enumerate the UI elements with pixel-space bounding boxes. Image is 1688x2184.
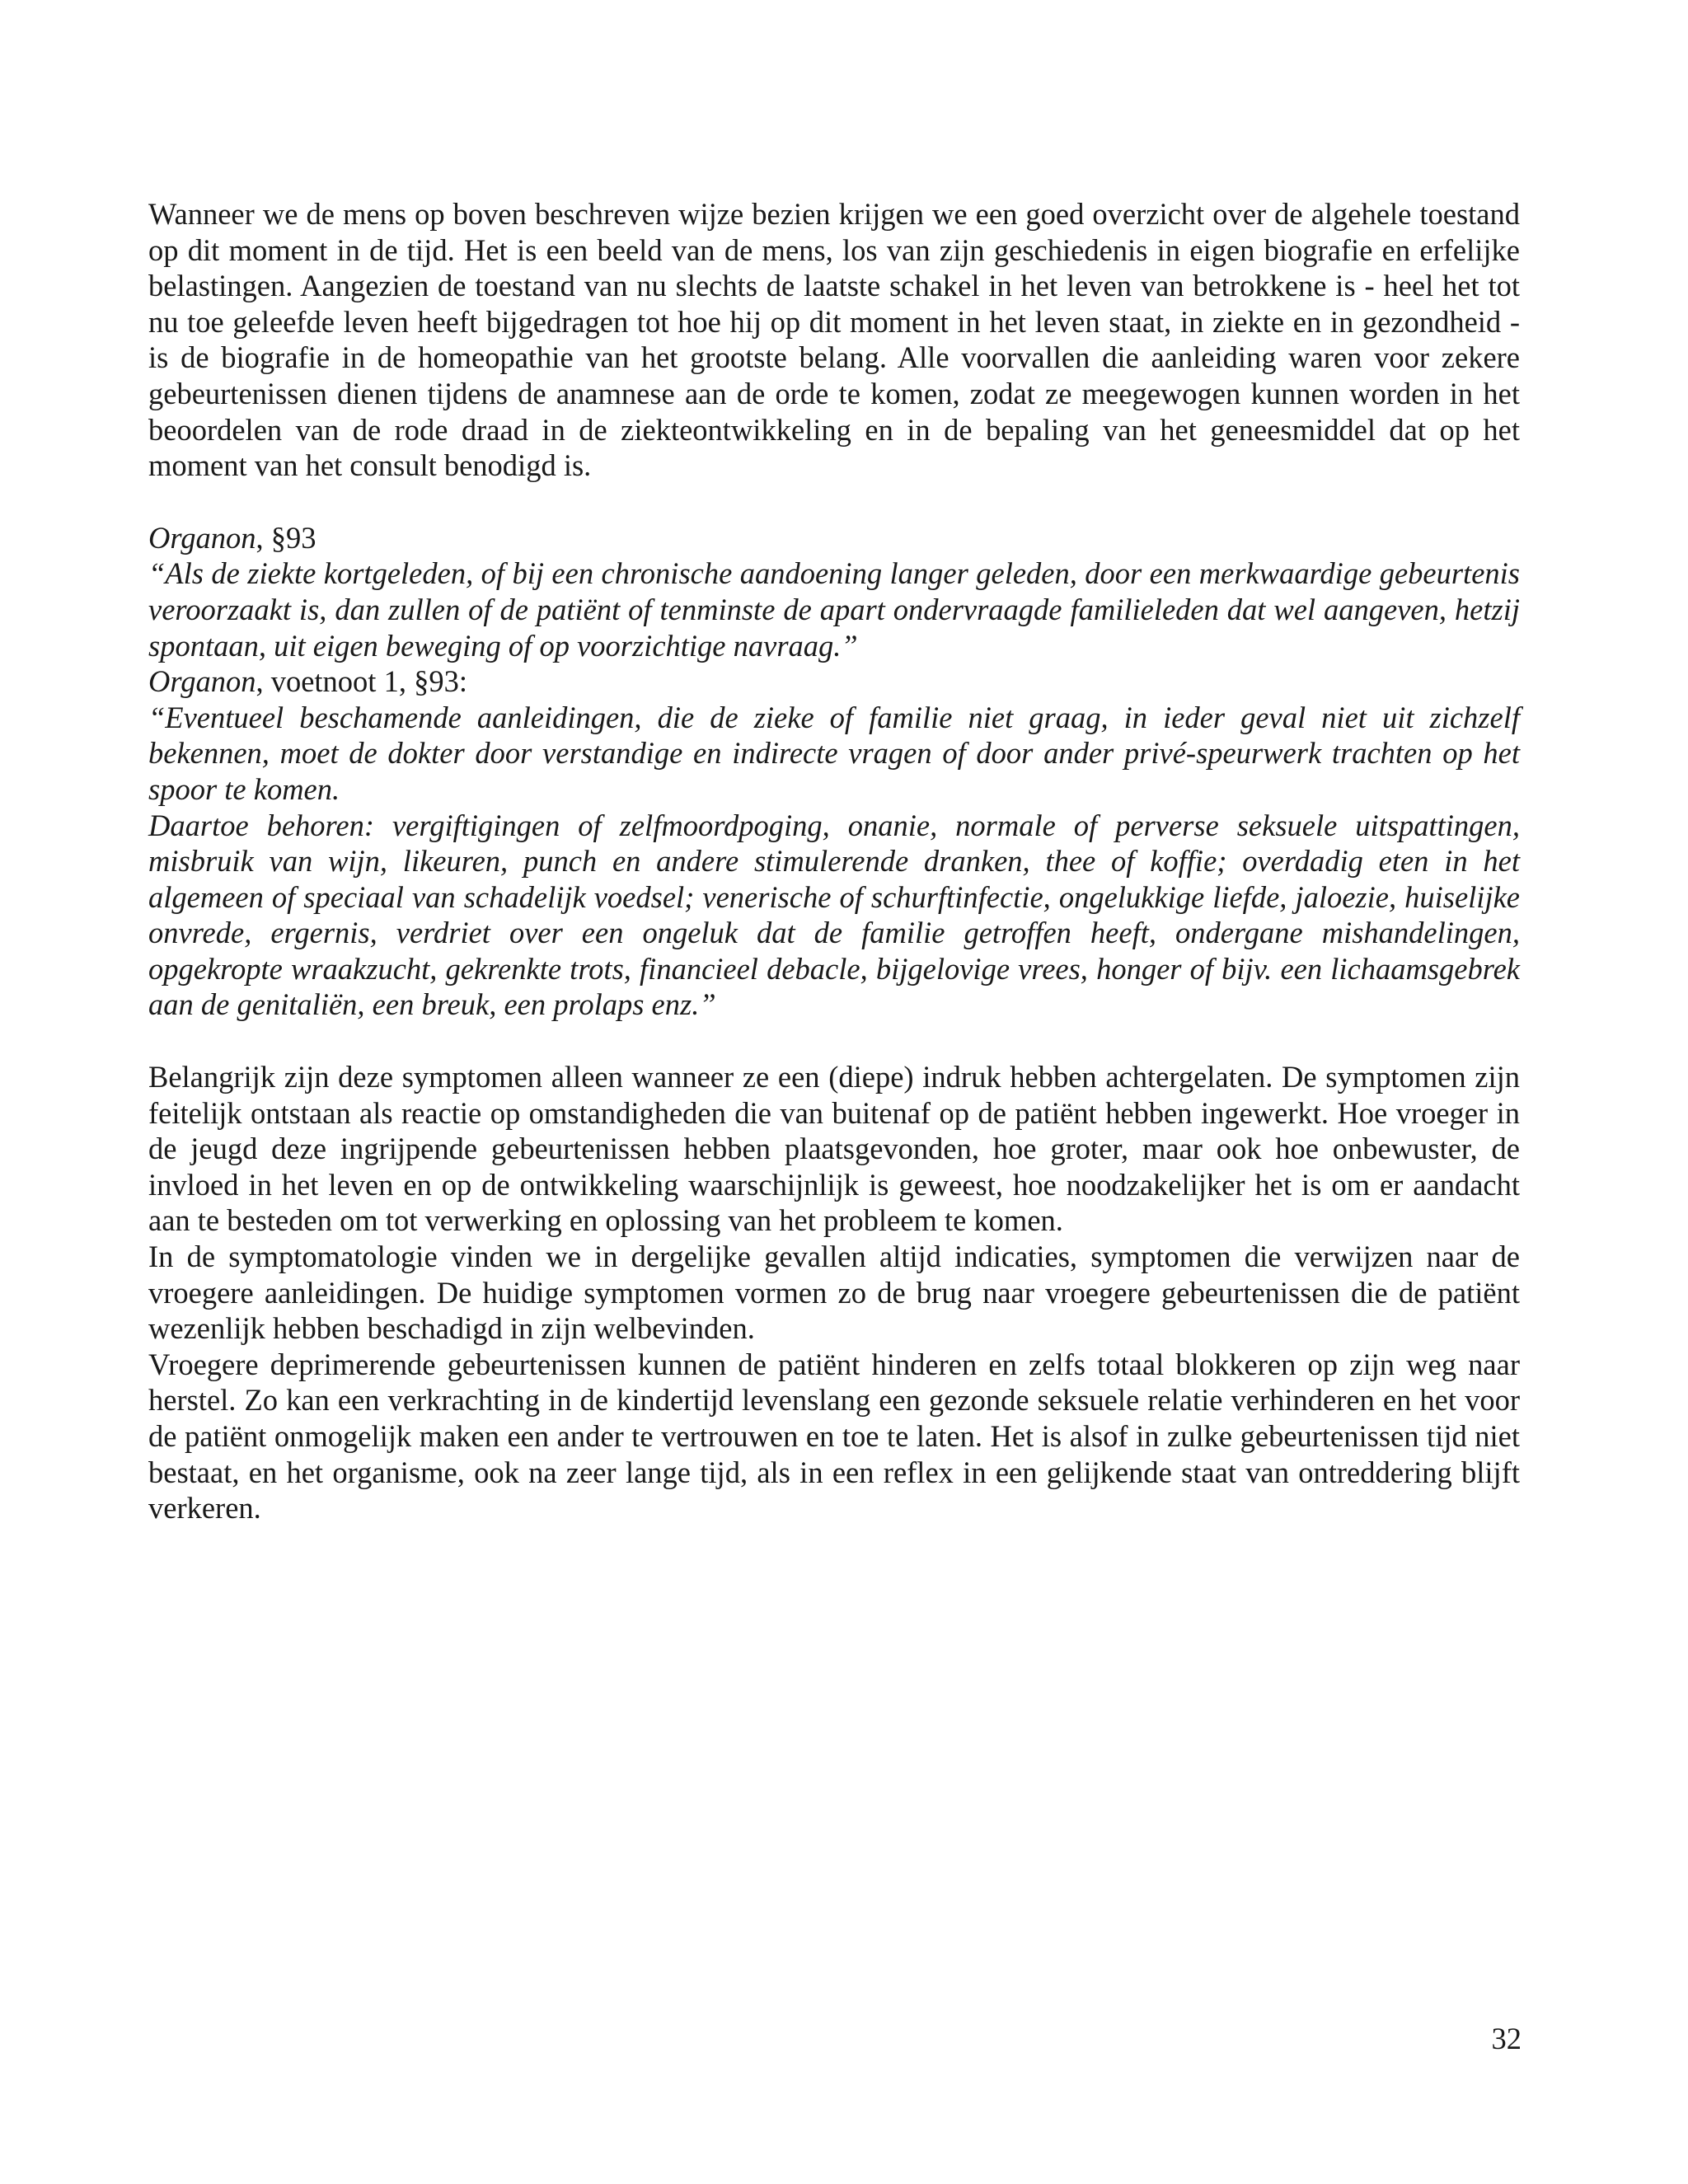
citation-organon-footnote <box>148 663 1520 700</box>
paragraph-spacer <box>148 1023 1520 1059</box>
body-paragraph-blockage: Vroegere deprimerende gebeurtenissen kunnen de patiënt hinderen en zelfs totaal blokkeren op zijn weg naar herstel. Zo kan een verkrachting in de kindertijd levenslang een gezonde seksuele relatie verhinderen en het voor de patiënt onmogelijk maken een ander te vertrouwen en toe te laten. Het is alsof in zulke gebeurtenissen tijd niet bestaat, en het organisme, ook na zeer lange tijd, als in een reflex in een gelijkende staat van ontreddering blijft verkeren. <box>148 1347 1520 1526</box>
citation-organon-93 <box>148 520 1520 556</box>
body-paragraph-biography: Wanneer we de mens op boven beschreven wijze bezien krijgen we een goed overzicht over de algehele toestand op dit moment in de tijd. Het is een beeld van de mens, los van zijn geschiedenis in eigen biografie en erfelijke belastingen. Aangezien de toestand van nu slechts de laatste schakel in het leven van betrokkene is - heel het tot nu toe geleefde leven heeft bijgedragen tot hoe hij op dit moment in het leven staat, in ziekte en in gezondheid - is de biografie in de homeopathie van het grootste belang. Alle voorvallen die aanleiding waren voor zekere gebeurtenissen dienen tijdens de anamnese aan de orde te komen, zodat ze meegewogen kunnen worden in het beoordelen van de rode draad in de ziekteontwikkeling en in de bepaling van het geneesmiddel dat op het moment van het consult benodigd is. <box>148 197 1520 483</box>
page-body <box>148 196 1520 1526</box>
citation-ref: , §93 <box>256 520 316 555</box>
page-number: 32 <box>1491 2022 1522 2055</box>
paragraph-spacer <box>148 484 1520 520</box>
citation-ref: , voetnoot 1, §93: <box>256 664 467 699</box>
quote-footnote-part-1: “Eventueel beschamende aanleidingen, die de zieke of familie niet graag, in ieder geval niet uit zichzelf bekennen, moet de dokter door verstandige en indirecte vragen of door ander privé-speurwerk trachten op het spoor te komen. <box>148 700 1520 806</box>
body-paragraph-symptoms: Belangrijk zijn deze symptomen alleen wanneer ze een (diepe) indruk hebben achtergelaten. De symptomen zijn feitelijk ontstaan als reactie op omstandigheden die van buitenaf op de patiënt hebben ingewerkt. Hoe vroeger in de jeugd deze ingrijpende gebeurtenissen hebben plaatsgevonden, hoe groter, maar ook hoe onbewuster, de invloed in het leven en op de ontwikkeling waarschijnlijk is geweest, hoe noodzakelijker het is om er aandacht aan te besteden om tot verwerking en oplossing van het probleem te komen. <box>148 1060 1520 1238</box>
body-paragraph-symptomatology: In de symptomatologie vinden we in dergelijke gevallen altijd indicaties, symptomen die verwijzen naar de vroegere aanleidingen. De huidige symptomen vormen zo de brug naar vroegere gebeurtenissen die de patiënt wezenlijk hebben beschadigd in zijn welbevinden. <box>148 1240 1520 1346</box>
citation-source: Organon <box>148 664 256 699</box>
quote-organon-93: “Als de ziekte kortgeleden, of bij een chronische aandoening langer geleden, door een merkwaardige gebeurtenis veroorzaakt is, dan zullen of de patiënt of tenminste de apart ondervraagde familieleden dat wel aangeven, hetzij spontaan, uit eigen beweging of op voorzichtige navraag.” <box>148 556 1520 663</box>
citation-source: Organon <box>148 520 256 555</box>
quote-footnote-part-2: Daartoe behoren: vergiftigingen of zelfmoordpoging, onanie, normale of perverse seksuele uitspattingen, misbruik van wijn, likeuren, punch en andere stimulerende dranken, thee of koffie; overdadig eten in het algemeen of speciaal van schadelijk voedsel; venerische of schurftinfectie, ongelukkige liefde, jaloezie, huiselijke onvrede, ergernis, verdriet over een ongeluk dat de familie getroffen heeft, ondergane mishandelingen, opgekropte wraakzucht, gekrenkte trots, financieel debacle, bijgelovige vrees, honger of bijv. een lichaamsgebrek aan de genitaliën, een breuk, een prolaps enz.” <box>148 808 1520 1022</box>
